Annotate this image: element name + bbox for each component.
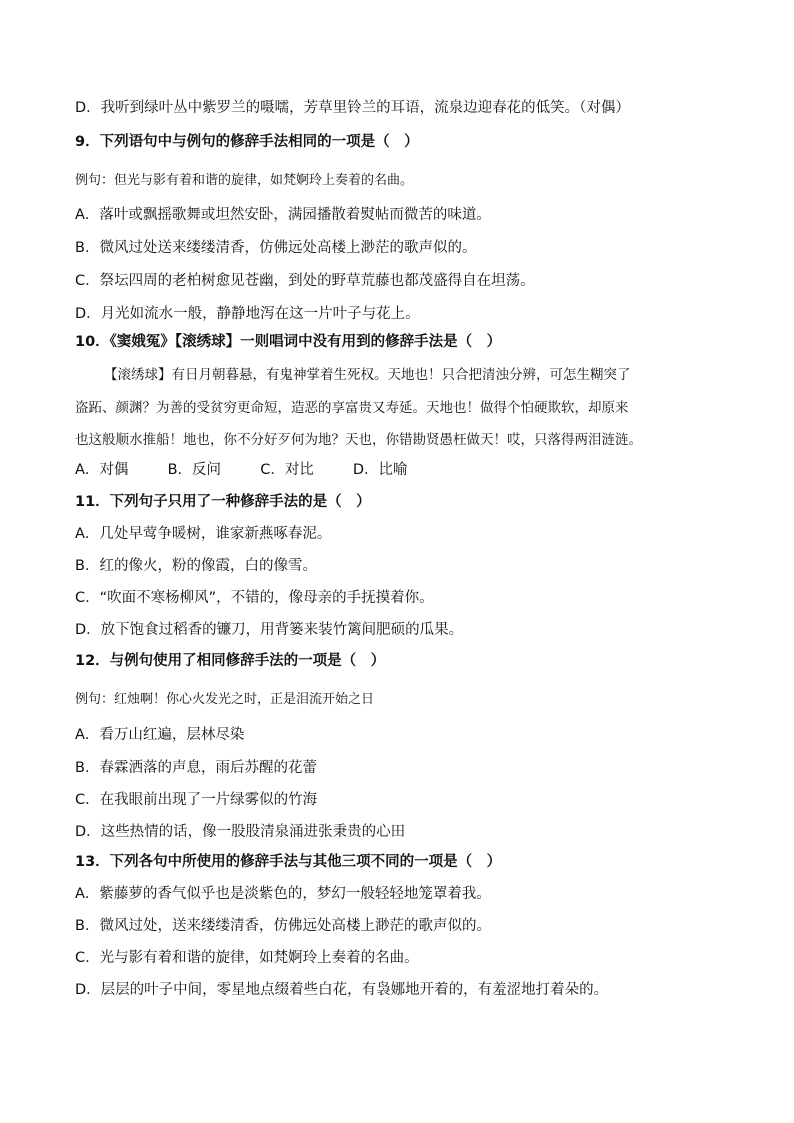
q11-option-a: A．几处早莺争暖树，谁家新燕啄春泥。 [75, 526, 332, 542]
q11-option-b: B．红的像火，粉的像霞，白的像雪。 [75, 558, 317, 574]
q10-passage-line-3: 也这般顺水推船！地也，你不分好歹何为地？天也，你错勘贤愚枉做天！哎，只落得两泪涟涟。 [75, 432, 642, 448]
q9-option-b: B．微风过处送来缕缕清香，仿佛远处高楼上渺茫的歌声似的。 [75, 240, 477, 256]
q11-stem: 11．下列句子只用了一种修辞手法的是（ ） [75, 494, 371, 510]
q13-option-c: C．光与影有着和谐的旋律，如梵婀玲上奏着的名曲。 [75, 950, 419, 966]
q11-option-d: D．放下饱食过稻香的镰刀，用背篓来装竹篱间肥硕的瓜果。 [75, 622, 464, 638]
q10-option-c: C．对比 [260, 462, 314, 478]
q10-option-d: D．比喻 [352, 462, 408, 478]
q9-option-d: D．月光如流水一般，静静地泻在这一片叶子与花上。 [75, 306, 420, 322]
q12-option-d: D．这些热情的话，像一股股清泉涌进张秉贵的心田 [75, 824, 406, 840]
q10-passage-line-1: 【滚绣球】有日月朝暮悬，有鬼神掌着生死权。天地也！只合把清浊分辨，可怎生糊突了 [104, 367, 631, 383]
q10-stem: 10．《窦娥冤》【滚绣球】一则唱词中没有用到的修辞手法是（ ） [75, 334, 502, 350]
q12-option-a: A．看万山红遍，层林尽染 [75, 727, 245, 743]
q10-option-a: A．对偶 [75, 462, 129, 478]
q13-option-a: A．紫藤萝的香气似乎也是淡紫色的，梦幻一般轻轻地笼罩着我。 [75, 886, 491, 902]
q9-option-c: C．祭坛四周的老柏树愈见苍幽，到处的野草荒藤也都茂盛得自在坦荡。 [75, 273, 535, 289]
q12-option-c: C．在我眼前出现了一片绿雾似的竹海 [75, 792, 318, 808]
q10-passage-line-2: 盗跖、颜渊？为善的受贫穷更命短，造恶的享富贵又寿延。天地也！做得个怕硬欺软，却原来 [75, 400, 629, 416]
q9-example: 例句：但光与影有着和谐的旋律，如梵婀玲上奏着的名曲。 [75, 173, 414, 188]
q11-option-c: C．“吹面不寒杨柳风”，不错的，像母亲的手抚摸着你。 [75, 590, 434, 606]
q13-stem: 13．下列各句中所使用的修辞手法与其他三项不同的一项是（ ） [75, 854, 502, 870]
q10-options [75, 460, 408, 480]
q13-option-b: B．微风过处，送来缕缕清香，仿佛远处高楼上渺茫的歌声似的。 [75, 918, 491, 934]
q12-option-b: B．春霖洒落的声息，雨后苏醒的花蕾 [75, 760, 317, 776]
q9-option-a: A．落叶或飘摇歌舞或坦然安卧，满园播散着熨帖而微苦的味道。 [75, 207, 491, 223]
q12-stem: 12．与例句使用了相同修辞手法的一项是（ ） [75, 653, 386, 669]
q12-example: 例句：红烛啊！你心火发光之时，正是泪流开始之日 [75, 692, 375, 707]
q8-option-d: D．我听到绿叶丛中紫罗兰的嗫嚅，芳草里铃兰的耳语，流泉边迎春花的低笑。（对偶） [75, 100, 630, 116]
q10-option-b: B．反问 [167, 462, 222, 478]
q13-option-d: D．层层的叶子中间，零星地点缀着些白花，有袅娜地开着的，有羞涩地打着朵的。 [75, 982, 609, 998]
q9-stem: 9．下列语句中与例句的修辞手法相同的一项是（ ） [75, 134, 419, 150]
